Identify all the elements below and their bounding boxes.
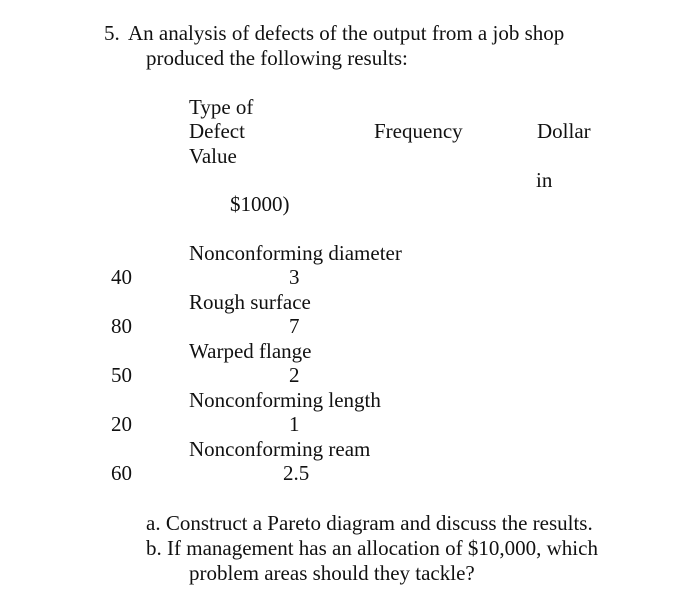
header-type-of: Type of bbox=[189, 95, 254, 119]
row-4-defect: Nonconforming length bbox=[189, 388, 381, 412]
row-3-frequency: 2 bbox=[289, 363, 300, 387]
row-3-dollar: 50 bbox=[111, 363, 132, 387]
header-frequency: Frequency bbox=[374, 119, 463, 143]
question-b-line-1: b. If management has an allocation of $10,000, which bbox=[146, 536, 598, 560]
header-dollar: Dollar bbox=[537, 119, 591, 143]
problem-number: 5. bbox=[104, 21, 120, 45]
header-thousands-unit: $1000) bbox=[230, 192, 290, 216]
header-value: Value bbox=[189, 144, 237, 168]
row-1-defect: Nonconforming diameter bbox=[189, 241, 402, 265]
row-2-dollar: 80 bbox=[111, 314, 132, 338]
row-3-defect: Warped flange bbox=[189, 339, 312, 363]
header-defect: Defect bbox=[189, 119, 245, 143]
row-4-dollar: 20 bbox=[111, 412, 132, 436]
question-b-line-2: problem areas should they tackle? bbox=[189, 561, 475, 585]
problem-statement-line-1: An analysis of defects of the output from a job shop bbox=[128, 21, 565, 45]
row-2-defect: Rough surface bbox=[189, 290, 311, 314]
row-5-defect: Nonconforming ream bbox=[189, 437, 371, 461]
row-5-dollar: 60 bbox=[111, 461, 132, 485]
header-in: in bbox=[536, 168, 553, 192]
row-5-frequency: 2.5 bbox=[283, 461, 310, 485]
problem-statement-line-2: produced the following results: bbox=[146, 46, 408, 70]
row-1-dollar: 40 bbox=[111, 265, 132, 289]
row-4-frequency: 1 bbox=[289, 412, 300, 436]
row-1-frequency: 3 bbox=[289, 265, 300, 289]
row-2-frequency: 7 bbox=[289, 314, 300, 338]
question-a: a. Construct a Pareto diagram and discuss the results. bbox=[146, 511, 593, 535]
